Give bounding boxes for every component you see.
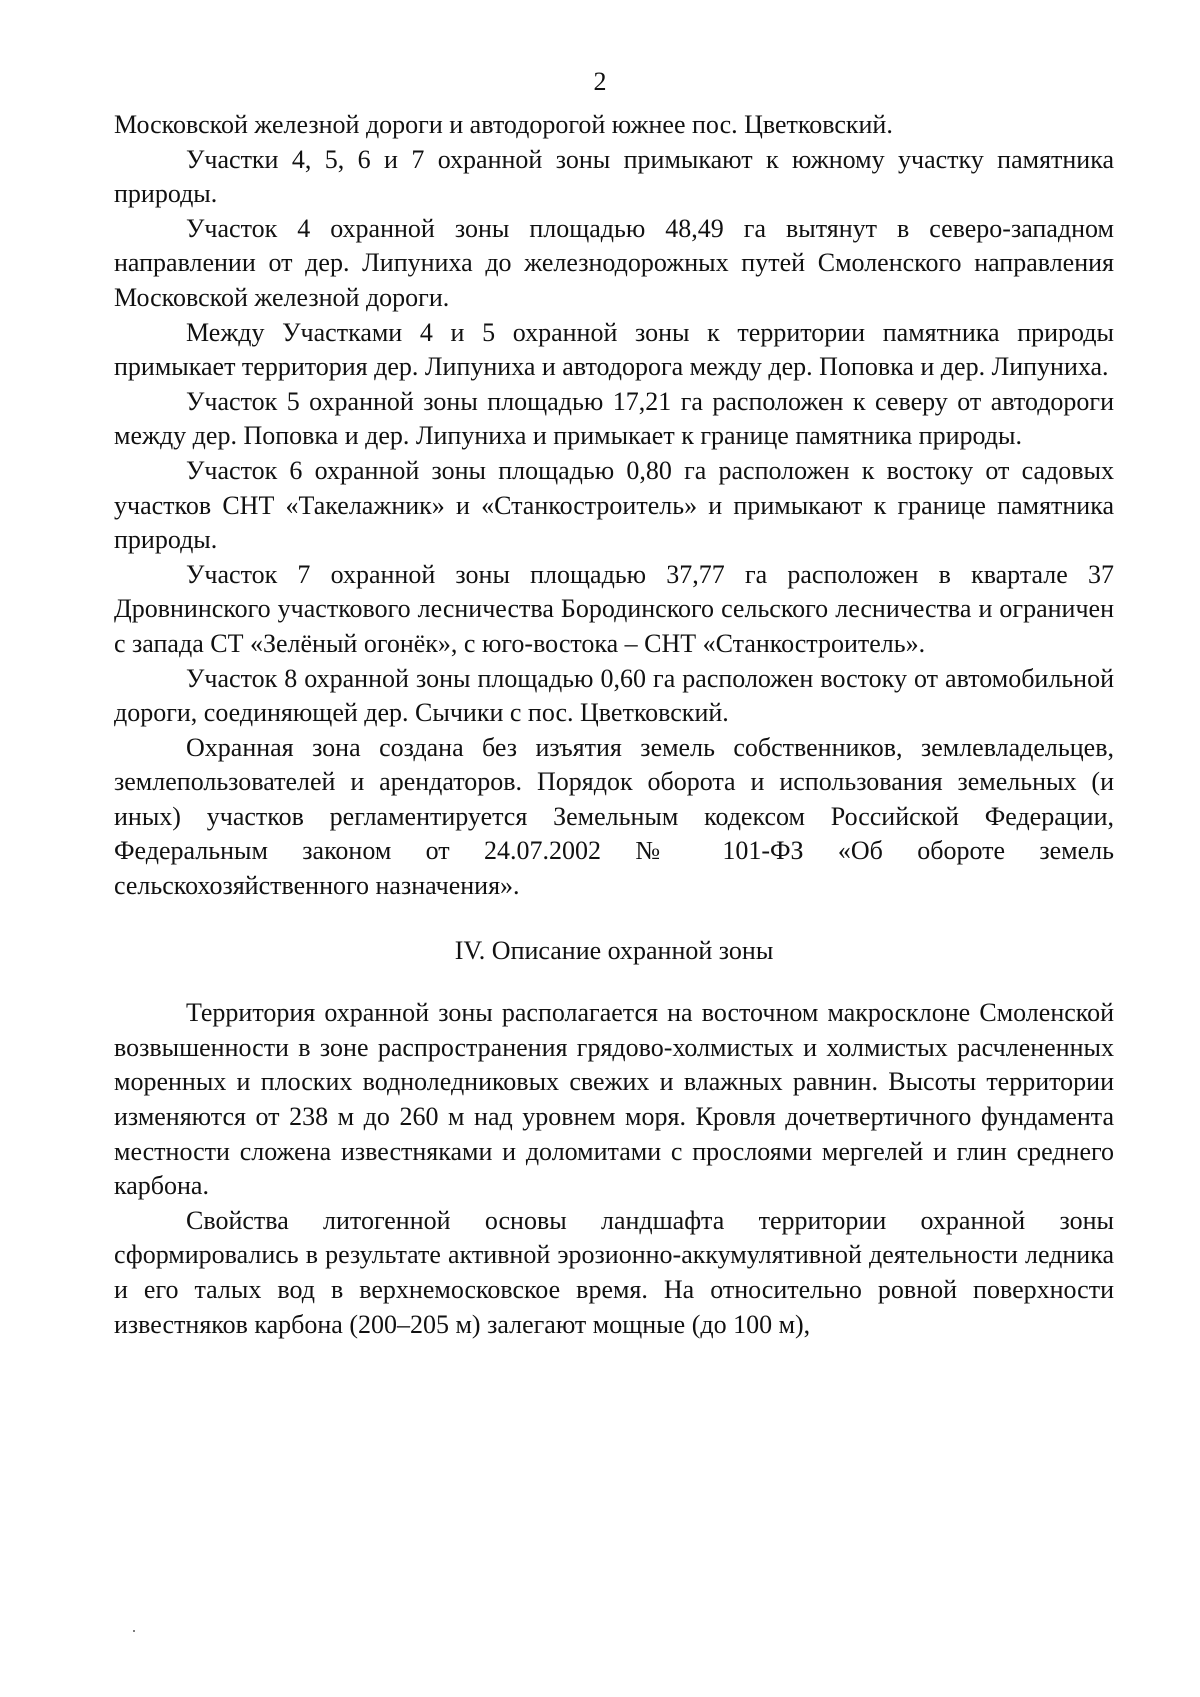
page-number: 2 — [593, 67, 607, 96]
document-body — [114, 108, 1114, 1342]
paragraph: Участок 8 охранной зоны площадью 0,60 га расположен востоку от автомобильной дороги, соединяющей дер. Сычики с пос. Цветковский. — [114, 663, 1114, 728]
scan-speck — [133, 1630, 135, 1632]
paragraph-continuation: Московской железной дороги и автодорогой южнее пос. Цветковский. — [114, 110, 893, 139]
section-heading: IV. Описание охранной зоны — [454, 935, 774, 965]
paragraph: Охранная зона создана без изъятия земель собственников, землевладельцев, землепользователей и арендаторов. Порядок оборота и использования земельных (и иных) участков регламентируется Земельным кодексом Российской Федерации, Федеральным законом от 24.07.2002 № 101-ФЗ «Об обороте земель сельскохозяйственного назначения». — [114, 732, 1114, 901]
paragraph: Участок 5 охранной зоны площадью 17,21 га расположен к северу от автодороги между дер. Поповка и дер. Липуниха и примыкает к границе памятника природы. — [114, 386, 1114, 451]
paragraph: Участок 7 охранной зоны площадью 37,77 га расположен в квартале 37 Дровнинского участкового лесничества Бородинского сельского лесничества и ограничен с запада СТ «Зелёный огонёк», с юго-востока – СНТ «Станкостроитель». — [114, 559, 1114, 658]
paragraph: Свойства литогенной основы ландшафта территории охранной зоны сформировались в результате активной эрозионно-аккумулятивной деятельности ледника и его талых вод в верхнемосковское время. На относительно ровной поверхности известняков карбона (200–205 м) залегают мощные (до 100 м), — [114, 1205, 1114, 1339]
paragraph: Участки 4, 5, 6 и 7 охранной зоны примыкают к южному участку памятника природы. — [114, 144, 1114, 209]
paragraph: Между Участками 4 и 5 охранной зоны к территории памятника природы примыкает территория дер. Липуниха и автодорога между дер. Поповка и дер. Липуниха. — [114, 317, 1114, 382]
paragraph: Участок 4 охранной зоны площадью 48,49 га вытянут в северо-западном направлении от дер. Липуниха до железнодорожных путей Смоленского направления Московской железной дороги. — [114, 213, 1114, 312]
paragraph: Территория охранной зоны располагается на восточном макросклоне Смоленской возвышенности в зоне распространения грядово-холмистых и холмистых расчлененных моренных и плоских водноледниковых свежих и влажных равнин. Высоты территории изменяются от 238 м до 260 м над уровнем моря. Кровля дочетвертичного фундамента местности сложена известняками и доломитами с прослоями мергелей и глин среднего карбона. — [114, 998, 1114, 1201]
paragraph: Участок 6 охранной зоны площадью 0,80 га расположен к востоку от садовых участков СНТ «Такелажник» и «Станкостроитель» и примыкают к границе памятника природы. — [114, 455, 1114, 555]
